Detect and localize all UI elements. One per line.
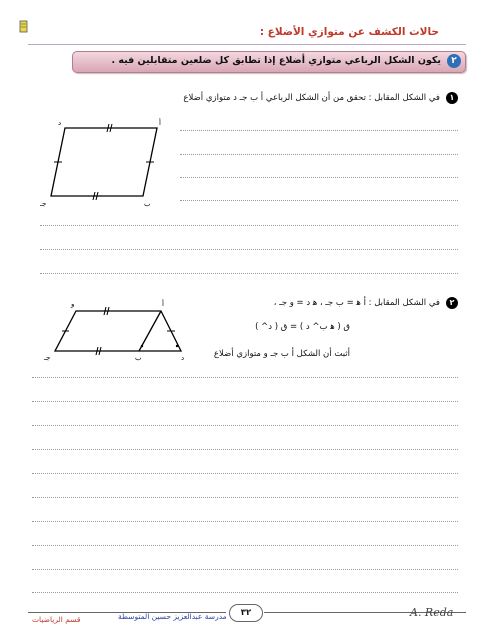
- question-2-line-2: ق ( ﻫ ﺏ^ ﺩ ) = ق ( ﺩ^ ): [255, 322, 350, 332]
- vertex-label-a: أ: [159, 119, 161, 127]
- answer-line: [180, 200, 458, 201]
- school-name: مدرسة عبدالعزيز حسين المتوسطة: [118, 612, 227, 621]
- vertex-label-c: جـ: [40, 200, 47, 208]
- vertex-label-c: جـ: [44, 354, 51, 362]
- question-2-number: ٢: [446, 297, 458, 309]
- vertex-label-d: د: [181, 354, 185, 362]
- parallelogram-abcd-figure: [38, 116, 168, 208]
- page-number: ٣٢: [229, 604, 263, 622]
- theorem-banner: [72, 51, 466, 73]
- answer-line: [32, 449, 458, 450]
- angle-mark: [176, 345, 178, 347]
- answer-line: [40, 249, 458, 250]
- banner-text: يكون الشكل الرباعي متوازي أضلاع إذا تطابق كل ضلعين متقابلين فيه .: [111, 55, 441, 66]
- trapezoid-outline: [55, 311, 181, 351]
- answer-line: [32, 592, 458, 593]
- question-1-number: ١: [446, 92, 458, 104]
- answer-line: [32, 425, 458, 426]
- question-2-line-3: أثبت أن الشكل ﺃ ﺏ ﺟـ ﻭ متوازي أضلاع: [213, 349, 350, 359]
- answer-line: [32, 497, 458, 498]
- vertex-label-w: و: [71, 300, 75, 308]
- answer-line: [40, 225, 458, 226]
- vertex-label-d: د: [58, 119, 62, 127]
- corner-bookmark-icon: [19, 20, 28, 33]
- answer-line: [32, 521, 458, 522]
- answer-line: [180, 154, 458, 155]
- author-signature: A. Reda: [410, 606, 454, 619]
- vertex-label-a: أ: [162, 300, 164, 308]
- title-underline: [28, 44, 466, 45]
- answer-line: [32, 545, 458, 546]
- answer-line: [40, 273, 458, 274]
- answer-line: [180, 177, 458, 178]
- page-title: حالات الكشف عن متوازي الأضلاع :: [259, 26, 439, 38]
- vertex-label-b: ب: [135, 354, 142, 362]
- answer-line: [32, 377, 458, 378]
- vertex-label-b: ب: [144, 200, 151, 208]
- answer-line: [32, 569, 458, 570]
- answer-line: [32, 401, 458, 402]
- department-name: قسم الرياضيات: [32, 615, 81, 624]
- angle-mark: [141, 345, 143, 347]
- parallelogram-abcd-outline: [51, 128, 157, 196]
- question-2-line-1: في الشكل المقابل : ﺃ ﻫ = ﺏ ﺟـ ، ﻫ ﺩ = ﻭ ﺟـ ،: [273, 298, 440, 308]
- banner-number: ٢: [447, 54, 461, 68]
- answer-line: [180, 130, 458, 131]
- answer-line: [32, 473, 458, 474]
- parallelogram-abcw-figure: [38, 296, 198, 362]
- question-1-text: في الشكل المقابل : تحقق من أن الشكل الرباعي أ ب جـ د متوازي أضلاع: [183, 93, 440, 103]
